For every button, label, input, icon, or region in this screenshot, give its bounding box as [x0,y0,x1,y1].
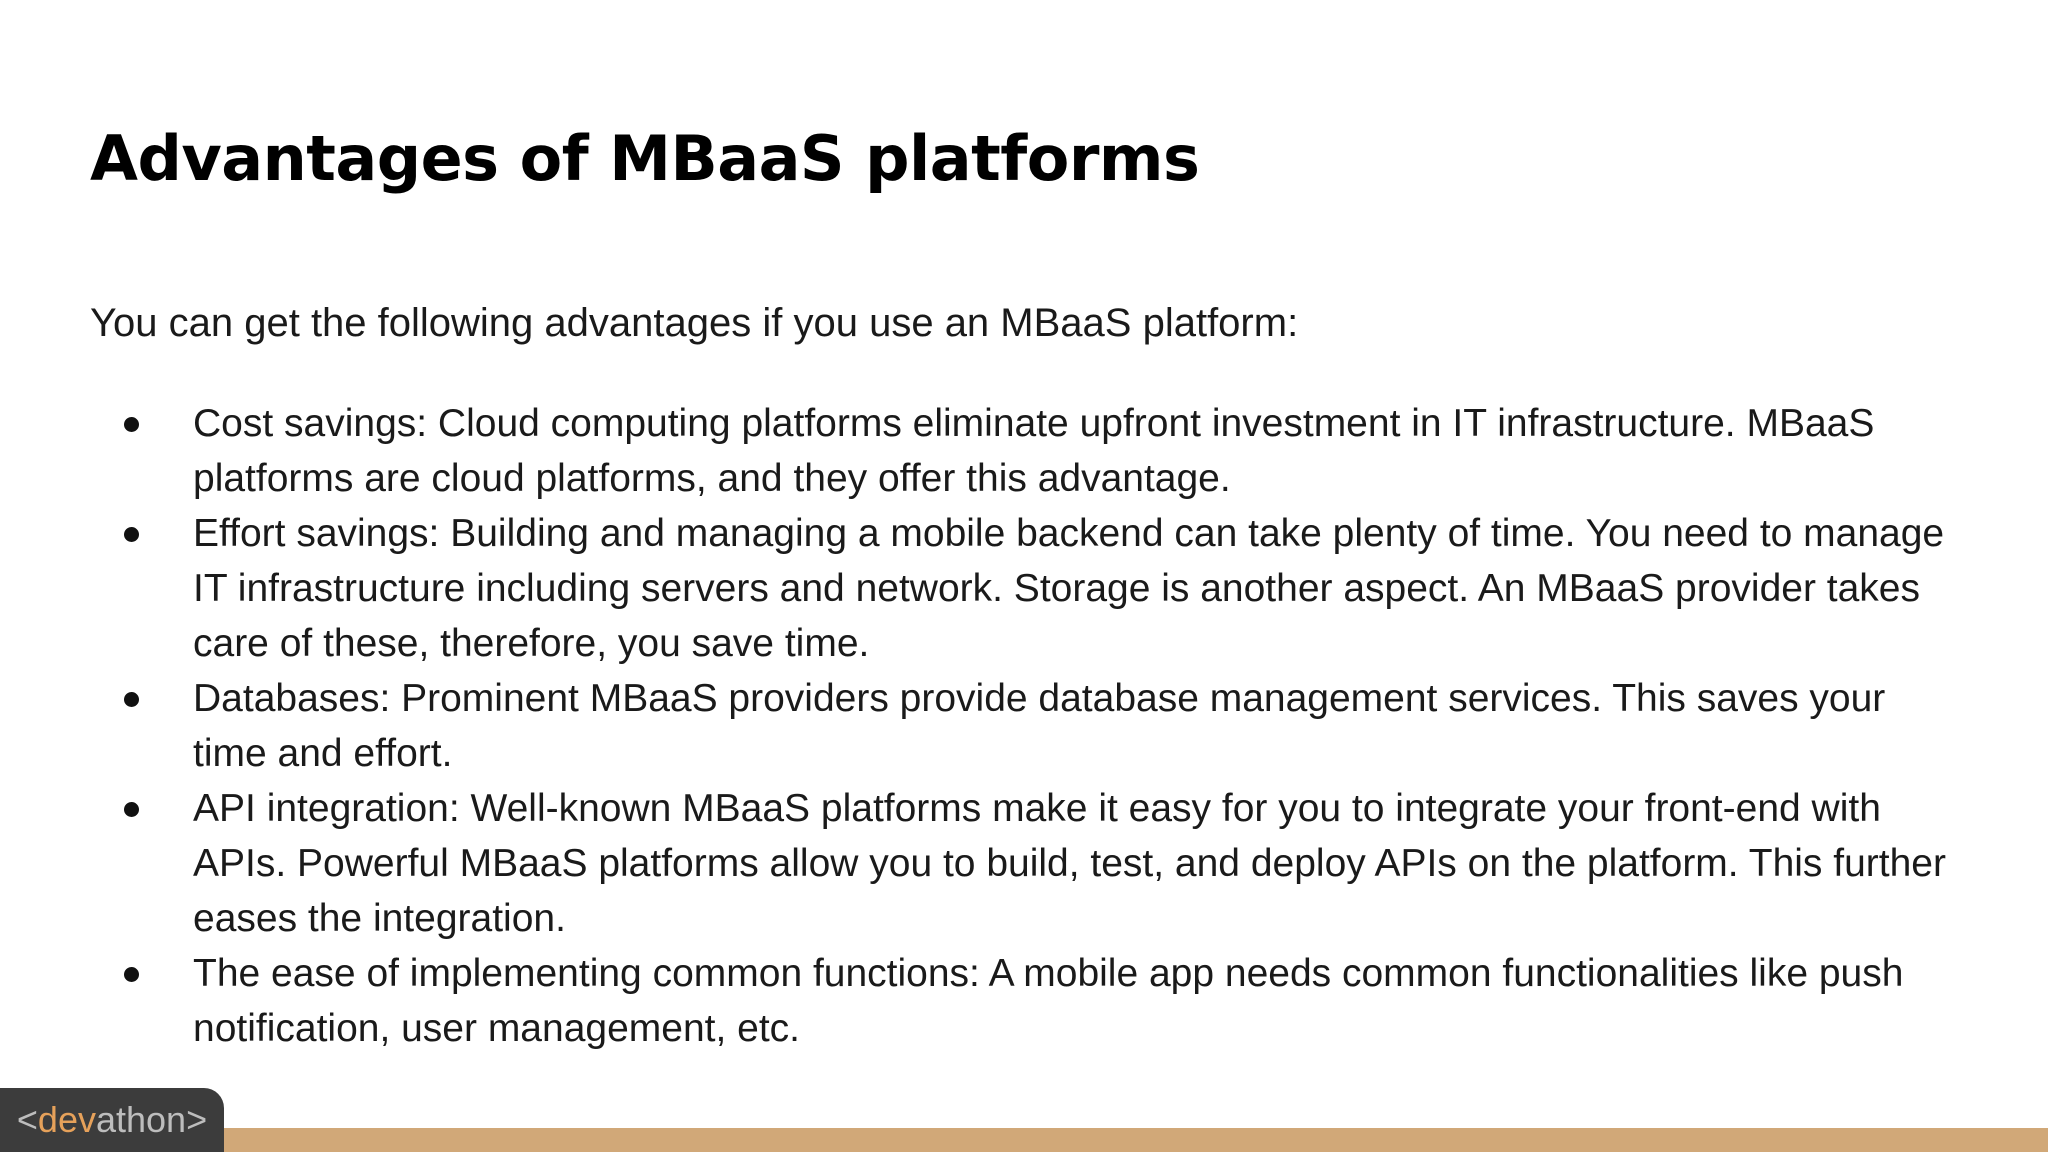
bullet-item [0,781,1963,946]
devathon-logo [0,1088,224,1152]
bullet-dot-icon [124,692,139,707]
slide-title: Advantages of MBaaS platforms [90,122,1200,195]
bullet-text: The ease of implementing common functions: A mobile app needs common functionalities like push notification, user management, etc. [193,952,1904,1050]
bullet-dot-icon [124,967,139,982]
footer-bar [0,1128,2048,1152]
bullet-text: Databases: Prominent MBaaS providers provide database management services. This saves your time and effort. [193,677,1886,775]
bullet-dot-icon [124,802,139,817]
bullet-item [0,396,1963,506]
bullet-text: Cost savings: Cloud computing platforms eliminate upfront investment in IT infrastructure. MBaaS platforms are cloud platforms, and they offer this advantage. [193,402,1875,500]
bullet-dot-icon [124,417,139,432]
logo-close-bracket: > [186,1099,208,1140]
logo-rest-text: athon [95,1099,187,1140]
bullet-item [0,506,1963,671]
bullet-item [0,946,1963,1056]
bullet-text: Effort savings: Building and managing a mobile backend can take plenty of time. You need to manage IT infrastructure including servers and network. Storage is another aspect. An MBaaS provider takes care of these, therefore, you save time. [193,512,1945,665]
logo-open-bracket: < [16,1099,38,1140]
bullet-list [0,396,2048,1056]
bullet-text: API integration: Well-known MBaaS platforms make it easy for you to integrate your front-end with APIs. Powerful MBaaS platforms allow you to build, test, and deploy APIs on the platform. This further eases the integration. [193,787,1946,940]
bullet-dot-icon [124,527,139,542]
bullet-item [0,671,1963,781]
logo-accent-text: dev [37,1099,96,1140]
intro-text: You can get the following advantages if you use an MBaaS platform: [90,301,1299,345]
